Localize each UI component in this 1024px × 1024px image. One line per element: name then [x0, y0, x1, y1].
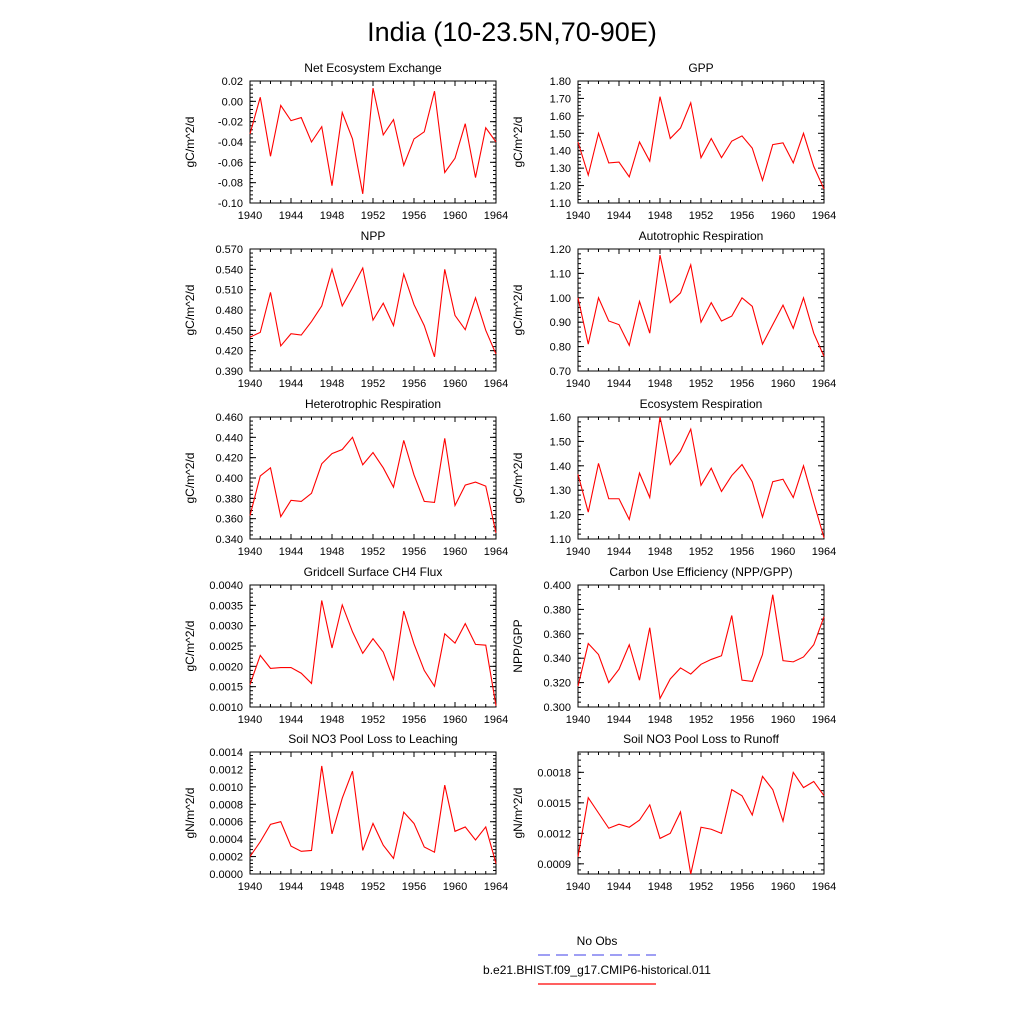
y-tick-label: 0.0010: [209, 702, 243, 714]
x-tick-label: 1944: [278, 210, 304, 222]
chart-title: Carbon Use Efficiency (NPP/GPP): [609, 565, 793, 579]
x-tick-label: 1964: [811, 378, 837, 390]
chart-panel: [183, 565, 508, 726]
y-tick-label: 0.0035: [209, 600, 243, 613]
x-tick-label: 1964: [811, 881, 837, 893]
x-tick-label: 1940: [565, 546, 591, 558]
plot-frame: [250, 585, 496, 707]
y-tick-label: -0.10: [217, 198, 243, 210]
y-axis-label: gN/m^2/d: [511, 787, 525, 839]
x-tick-label: 1944: [278, 378, 304, 390]
y-tick-label: 0.00: [221, 96, 243, 109]
x-tick-label: 1952: [688, 378, 714, 390]
y-tick-label: 0.0012: [209, 764, 243, 777]
x-tick-label: 1964: [483, 881, 509, 893]
y-tick-label: 0.400: [543, 580, 571, 592]
x-tick-label: 1956: [729, 210, 755, 222]
x-tick-label: 1948: [647, 881, 673, 893]
chart-title: GPP: [688, 61, 714, 75]
chart-panel: [183, 229, 508, 390]
x-tick-label: 1944: [278, 881, 304, 893]
x-tick-label: 1940: [565, 210, 591, 222]
chart-panel: [183, 397, 508, 558]
plot-frame: [250, 249, 496, 371]
x-tick-label: 1956: [729, 881, 755, 893]
x-tick-label: 1960: [442, 378, 468, 390]
x-tick-label: 1960: [770, 546, 796, 558]
legend-model-label: b.e21.BHIST.f09_g17.CMIP6-historical.011: [483, 963, 711, 977]
x-tick-label: 1964: [483, 210, 509, 222]
series-line: [250, 600, 496, 705]
y-tick-label: -0.06: [217, 157, 243, 170]
x-tick-label: 1964: [483, 714, 509, 726]
y-tick-label: 1.60: [549, 412, 571, 424]
x-tick-label: 1960: [442, 881, 468, 893]
x-tick-label: 1940: [565, 714, 591, 726]
y-tick-label: 0.460: [215, 412, 243, 424]
plot-frame: [250, 81, 496, 203]
x-tick-label: 1948: [319, 210, 345, 222]
x-tick-label: 1964: [811, 546, 837, 558]
x-tick-label: 1944: [606, 546, 632, 558]
y-tick-label: 0.540: [215, 264, 243, 277]
series-line: [578, 417, 824, 538]
x-tick-label: 1940: [237, 546, 263, 558]
y-tick-label: 0.0040: [209, 580, 243, 592]
y-tick-label: 1.70: [549, 93, 571, 106]
x-tick-label: 1952: [688, 881, 714, 893]
plot-frame: [250, 417, 496, 539]
y-tick-label: -0.02: [217, 116, 243, 129]
y-tick-label: 1.10: [549, 534, 571, 546]
y-tick-label: 0.570: [215, 244, 243, 256]
y-tick-label: 0.0018: [537, 767, 571, 780]
x-tick-label: 1964: [811, 210, 837, 222]
y-axis-label: gC/m^2/d: [511, 284, 525, 336]
x-tick-label: 1960: [770, 881, 796, 893]
y-tick-label: 0.510: [215, 284, 243, 297]
chart-title: Soil NO3 Pool Loss to Leaching: [288, 732, 458, 746]
x-tick-label: 1940: [237, 210, 263, 222]
y-tick-label: -0.04: [217, 137, 243, 149]
y-tick-label: 1.20: [549, 509, 571, 522]
y-tick-label: 0.480: [215, 305, 243, 317]
x-tick-label: 1956: [401, 714, 427, 726]
x-tick-label: 1952: [360, 546, 386, 558]
y-tick-label: 0.0010: [209, 781, 243, 794]
series-line: [578, 97, 824, 189]
y-tick-label: 0.380: [215, 493, 243, 506]
x-tick-label: 1956: [401, 546, 427, 558]
y-axis-label: gC/m^2/d: [183, 620, 197, 672]
chart-panel: [183, 732, 508, 893]
y-tick-label: 0.340: [215, 534, 243, 546]
plot-frame: [578, 585, 824, 707]
plot-frame: [578, 249, 824, 371]
y-axis-label: gN/m^2/d: [183, 787, 197, 839]
x-tick-label: 1956: [729, 714, 755, 726]
y-tick-label: 1.80: [549, 76, 571, 88]
y-tick-label: 1.50: [549, 128, 571, 141]
x-tick-label: 1940: [237, 378, 263, 390]
plot-frame: [578, 417, 824, 539]
x-tick-label: 1948: [647, 210, 673, 222]
x-tick-label: 1960: [770, 714, 796, 726]
x-tick-label: 1960: [442, 714, 468, 726]
x-tick-label: 1940: [237, 714, 263, 726]
y-tick-label: 1.10: [549, 268, 571, 281]
chart-title: Ecosystem Respiration: [639, 397, 763, 411]
y-tick-label: 0.0030: [209, 620, 243, 633]
x-tick-label: 1944: [278, 714, 304, 726]
x-tick-label: 1956: [401, 881, 427, 893]
x-tick-label: 1956: [729, 378, 755, 390]
y-tick-label: 0.0004: [209, 834, 243, 847]
series-line: [578, 595, 824, 699]
y-tick-label: 0.360: [543, 628, 571, 641]
y-axis-label: gC/m^2/d: [511, 452, 525, 504]
series-line: [250, 268, 496, 357]
x-tick-label: 1940: [237, 881, 263, 893]
x-tick-label: 1940: [565, 378, 591, 390]
y-tick-label: 1.50: [549, 436, 571, 449]
y-tick-label: 0.0025: [209, 641, 243, 653]
x-tick-label: 1948: [319, 546, 345, 558]
y-tick-label: 0.02: [221, 76, 243, 88]
y-tick-label: 0.340: [543, 653, 571, 666]
chart-title: Soil NO3 Pool Loss to Runoff: [623, 732, 779, 746]
x-tick-label: 1944: [606, 714, 632, 726]
y-tick-label: 0.380: [543, 604, 571, 617]
y-tick-label: 0.440: [215, 432, 243, 445]
y-tick-label: 0.420: [215, 345, 243, 358]
y-tick-label: 1.30: [549, 485, 571, 498]
y-tick-label: -0.08: [217, 177, 243, 190]
plot-frame: [250, 752, 496, 874]
chart-title: Gridcell Surface CH4 Flux: [303, 565, 443, 579]
chart-panel: [511, 732, 836, 893]
y-tick-label: 1.30: [549, 163, 571, 176]
x-tick-label: 1960: [770, 378, 796, 390]
series-line: [250, 766, 496, 864]
series-line: [578, 255, 824, 356]
chart-panel: [511, 61, 836, 222]
y-tick-label: 1.20: [549, 244, 571, 256]
x-tick-label: 1944: [606, 210, 632, 222]
x-tick-label: 1956: [729, 546, 755, 558]
x-tick-label: 1952: [688, 210, 714, 222]
x-tick-label: 1940: [565, 881, 591, 893]
page-title: India (10-23.5N,70-90E): [367, 17, 657, 47]
chart-title: Heterotrophic Respiration: [304, 397, 442, 411]
y-tick-label: 0.0015: [209, 681, 243, 694]
y-tick-label: 0.360: [215, 513, 243, 526]
x-tick-label: 1960: [442, 210, 468, 222]
chart-panel: [511, 397, 836, 558]
series-line: [578, 772, 824, 874]
x-tick-label: 1952: [688, 714, 714, 726]
x-tick-label: 1948: [319, 378, 345, 390]
x-tick-label: 1952: [360, 714, 386, 726]
plot-frame: [578, 81, 824, 203]
chart-panel: [183, 61, 508, 222]
x-tick-label: 1952: [360, 881, 386, 893]
panels-group: [183, 61, 836, 893]
chart-panel: [511, 229, 836, 390]
y-axis-label: gC/m^2/d: [511, 116, 525, 168]
chart-title: NPP: [360, 229, 386, 243]
x-tick-label: 1952: [360, 378, 386, 390]
y-tick-label: 0.0000: [209, 869, 243, 881]
y-tick-label: 0.450: [215, 325, 243, 338]
y-tick-label: 0.70: [549, 366, 571, 378]
y-tick-label: 0.390: [215, 366, 243, 378]
y-tick-label: 0.0015: [537, 797, 571, 810]
y-tick-label: 0.0009: [537, 858, 571, 871]
plot-frame: [578, 752, 824, 874]
y-tick-label: 0.300: [543, 702, 571, 714]
x-tick-label: 1944: [606, 881, 632, 893]
y-tick-label: 0.0014: [209, 747, 243, 759]
y-tick-label: 0.80: [549, 341, 571, 354]
x-tick-label: 1948: [647, 378, 673, 390]
chart-panel: [511, 565, 836, 726]
y-tick-label: 1.10: [549, 198, 571, 210]
series-line: [250, 88, 496, 194]
y-tick-label: 0.0002: [209, 851, 243, 864]
x-tick-label: 1952: [688, 546, 714, 558]
x-tick-label: 1948: [647, 546, 673, 558]
x-tick-label: 1952: [360, 210, 386, 222]
x-tick-label: 1948: [647, 714, 673, 726]
chart-title: Net Ecosystem Exchange: [304, 61, 442, 75]
x-tick-label: 1964: [483, 378, 509, 390]
series-line: [250, 437, 496, 533]
y-tick-label: 1.40: [549, 460, 571, 473]
x-tick-label: 1944: [278, 546, 304, 558]
y-tick-label: 1.60: [549, 110, 571, 123]
y-tick-label: 0.400: [215, 473, 243, 485]
y-axis-label: gC/m^2/d: [183, 284, 197, 336]
y-tick-label: 0.320: [543, 677, 571, 690]
y-axis-label: gC/m^2/d: [183, 116, 197, 168]
x-tick-label: 1944: [606, 378, 632, 390]
x-tick-label: 1956: [401, 378, 427, 390]
y-tick-label: 0.90: [549, 317, 571, 330]
x-tick-label: 1964: [811, 714, 837, 726]
x-tick-label: 1956: [401, 210, 427, 222]
chart-title: Autotrophic Respiration: [638, 229, 764, 243]
x-tick-label: 1964: [483, 546, 509, 558]
x-tick-label: 1960: [442, 546, 468, 558]
y-tick-label: 0.420: [215, 452, 243, 465]
x-tick-label: 1948: [319, 714, 345, 726]
legend-obs-label: No Obs: [576, 934, 618, 948]
x-tick-label: 1948: [319, 881, 345, 893]
y-tick-label: 1.00: [549, 292, 571, 305]
y-tick-label: 0.0006: [209, 816, 243, 829]
legend: [483, 934, 711, 984]
y-tick-label: 0.0012: [537, 828, 571, 841]
x-tick-label: 1960: [770, 210, 796, 222]
y-tick-label: 0.0020: [209, 661, 243, 674]
y-axis-label: NPP/GPP: [511, 619, 525, 673]
y-axis-label: gC/m^2/d: [183, 452, 197, 504]
y-tick-label: 0.0008: [209, 799, 243, 812]
y-tick-label: 1.20: [549, 180, 571, 193]
y-tick-label: 1.40: [549, 145, 571, 158]
